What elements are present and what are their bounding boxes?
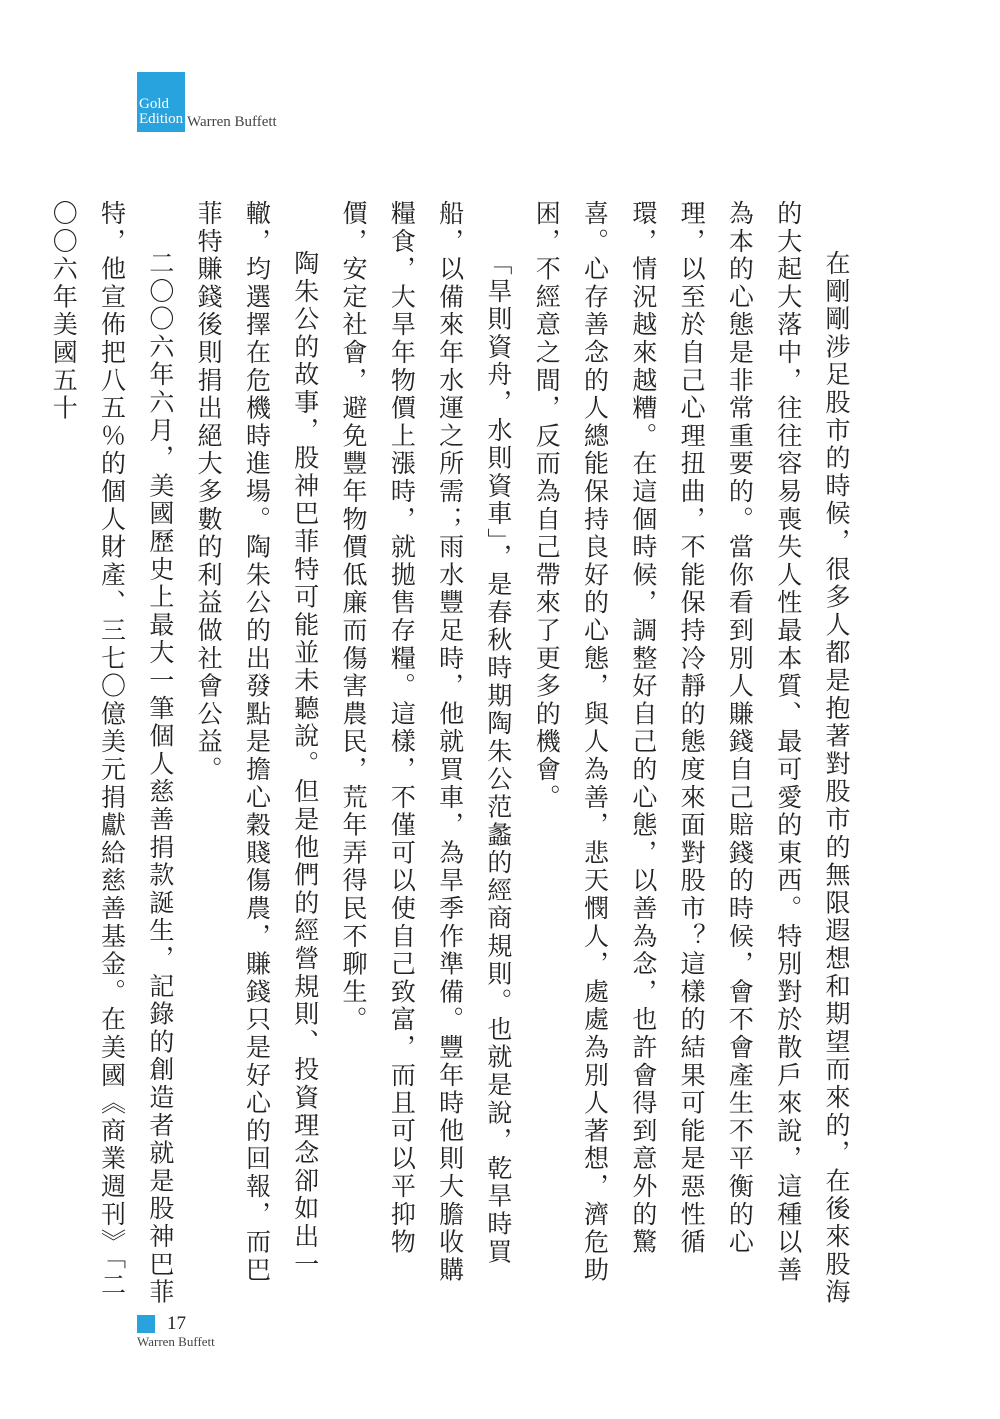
gold-edition-badge xyxy=(137,72,185,132)
badge-line-gold: Gold xyxy=(139,96,169,112)
footer-square-icon xyxy=(137,1315,155,1333)
paragraph: 二〇〇六年六月，美國歷史上最大一筆個人慈善捐款誕生，記錄的創造者就是股神巴菲特，他宣佈把八五％的個人財產、三七〇億美元捐獻給慈善基金。在美國《商業週刊》「二〇〇六年美國五十 xyxy=(49,200,175,1307)
body-text xyxy=(49,200,860,1310)
paragraph: 在剛剛涉足股市的時候，很多人都是抱著對股市的無限遐想和期望而來的，在後來股海的大起大落中，往往容易喪失人性最本質、最可愛的東西。特別對於散戶來說，這種以善為本的心態是非常重要的。當你看到別人賺錢自己賠錢的時候，會不會產生不平衡的心理，以至於自己心理扭曲，不能保持冷靜的態度來面對股市？這樣的結果可能是惡性循環，情況越來越糟。在這個時候，調整好自己的心態，以善為念，也許會得到意外的驚喜。心存善念的人總能保持良好的心態，與人為善，悲天憫人，處處為別人著想，濟危助困，不經意之間，反而為自己帶來了更多的機會。 xyxy=(532,200,851,1307)
badge-line-edition: Edition xyxy=(139,111,184,127)
footer-book-title: Warren Buffett xyxy=(137,1334,215,1349)
page-number: 17 xyxy=(167,1313,186,1334)
paragraph: 「旱則資舟，水則資車」，是春秋時期陶朱公范蠡的經商規則。也就是說，乾旱時買船，以備來年水運之所需；雨水豐足時，他就買車，為旱季作準備。豐年時他則大膽收購糧食，大旱年物價上漲時，就拋售存糧。這樣，不僅可以使自己致富，而且可以平抑物價，安定社會，避免豐年物價低廉而傷害農民，荒年弄得民不聊生。 xyxy=(339,200,513,1285)
header-book-title: Warren Buffett xyxy=(187,114,277,130)
page-footer xyxy=(137,1313,337,1353)
paragraph: 陶朱公的故事，股神巴菲特可能並未聽說。但是他們的經營規則、投資理念卻如出一轍，均選擇在危機時進場。陶朱公的出發點是擔心穀賤傷農，賺錢只是好心的回報，而巴菲特賺錢後則捐出絕大多數的利益做社會公益。 xyxy=(194,200,320,1285)
running-header xyxy=(137,72,437,132)
